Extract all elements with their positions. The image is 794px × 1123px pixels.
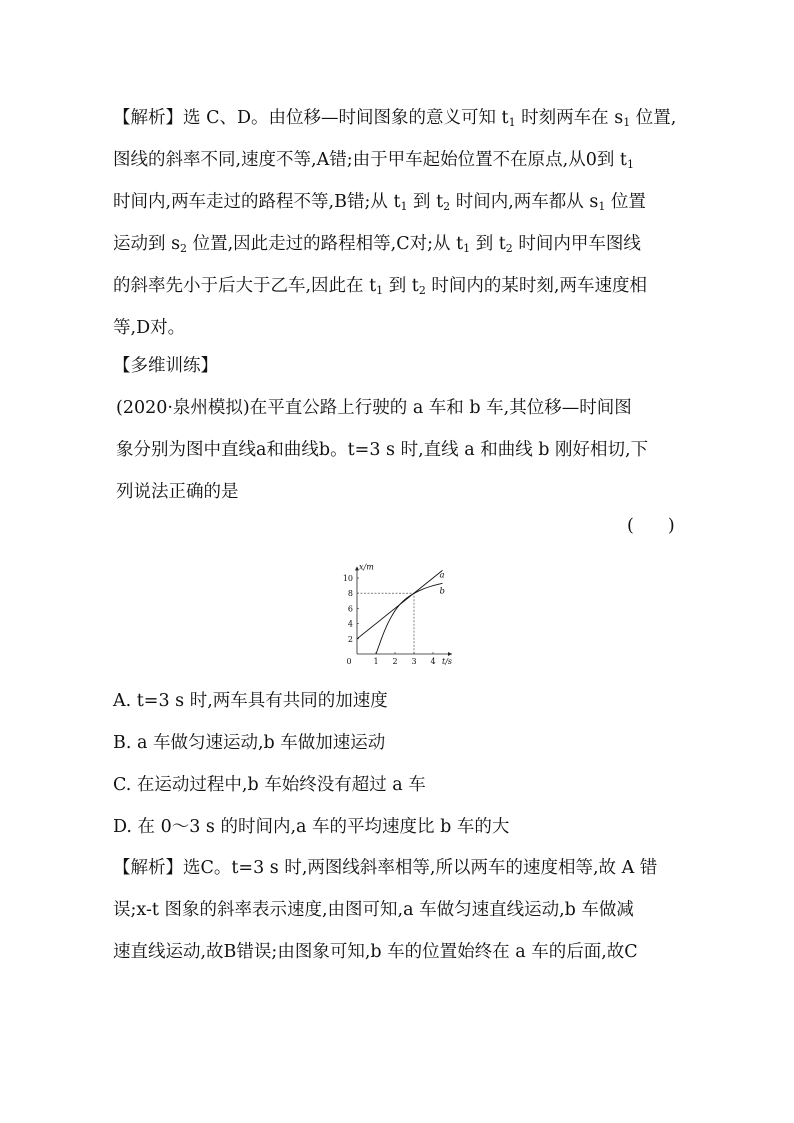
y-tick-label-6: 6 [347, 604, 353, 614]
question-line-2: 象分别为图中直线a和曲线b。t=3 s 时,直线 a 和曲线 b 刚好相切,下 [116, 440, 649, 460]
analysis1-line-4: 运动到 $s_2$ 位置,因此走过的路程相等,C对;从 $t_1$ 到 $t_2$ 时间内甲车图线 [113, 234, 641, 255]
chart-labels [359, 562, 452, 666]
chart-series [357, 570, 443, 654]
analysis1-line-3: 时间内,两车走过的路程不等,B错;从 $t_1$ 到 $t_2$ 时间内,两车都从 $s_1$ 位置 [113, 192, 646, 213]
x-tick-label-3: 3 [411, 657, 417, 666]
analysis1-line-1: 【解析】选 C、D。由位移—时间图象的意义可知 $t_1$ 时刻两车在 $s_1$ 位置, [113, 108, 677, 129]
analysis1-line-5: 的斜率先小于后大于乙车,因此在 $t_1$ 到 $t_2$ 时间内的某时刻,两车速度相 [113, 276, 647, 297]
series-label-a: a [439, 570, 445, 581]
x-tick-label-4: 4 [430, 657, 436, 666]
x-tick-label-2: 2 [392, 657, 398, 666]
analysis2-line-3: 速直线运动,故B错误;由图象可知,b 车的位置始终在 a 车的后面,故C [113, 942, 638, 962]
x-tick-label-1: 1 [373, 657, 379, 666]
answer-bracket: ( ) [627, 516, 675, 536]
y-axis-label: x/m [359, 562, 374, 572]
x-axis-label: t/s [442, 657, 453, 666]
x-axis-arrow [448, 652, 452, 656]
y-tick-label-8: 8 [347, 589, 353, 599]
analysis2-line-2: 误;x-t 图象的斜率表示速度,由图可知,a 车做匀速直线运动,b 车做减 [113, 900, 634, 920]
y-tick-label-2: 2 [347, 634, 353, 644]
analysis2-line-1: 【解析】选C。t=3 s 时,两图线斜率相等,所以两车的速度相等,故 A 错 [113, 858, 658, 878]
analysis-tag: 【解析】 [113, 108, 183, 128]
y-tick-label-4: 4 [347, 619, 353, 629]
option-c: C. 在运动过程中,b 车始终没有超过 a 车 [113, 775, 426, 795]
analysis-paragraph-1 [113, 97, 683, 349]
y-tick-label-10: 10 [342, 574, 353, 583]
tangent-dashed-guide [357, 593, 414, 654]
option-d: D. 在 0～3 s 的时间内,a 车的平均速度比 b 车的大 [113, 817, 510, 837]
series-label-b: b [439, 586, 445, 597]
question-line-3: 列说法正确的是 [116, 482, 239, 502]
option-b: B. a 车做匀速运动,b 车做加速运动 [113, 733, 386, 753]
x-tick-label-0: 0 [346, 657, 352, 666]
chart-axes [355, 566, 452, 656]
analysis-paragraph-2 [113, 847, 683, 973]
section-title: 【多维训练】 [113, 356, 218, 376]
analysis1-line-6: 等,D对。 [113, 318, 186, 338]
analysis1-line-2: 图线的斜率不同,速度不等,A错;由于甲车起始位置不在原点,从0到 $t_1$ [113, 150, 634, 171]
analysis-tag: 【解析】 [113, 858, 183, 878]
option-a: A. t=3 s 时,两车具有共同的加速度 [113, 691, 388, 711]
position-time-chart [338, 556, 458, 666]
question-line-1: (2020·泉州模拟)在平直公路上行驶的 a 车和 b 车,其位移—时间图 [116, 398, 632, 418]
series-b-line [376, 583, 443, 654]
question-text [116, 387, 686, 513]
